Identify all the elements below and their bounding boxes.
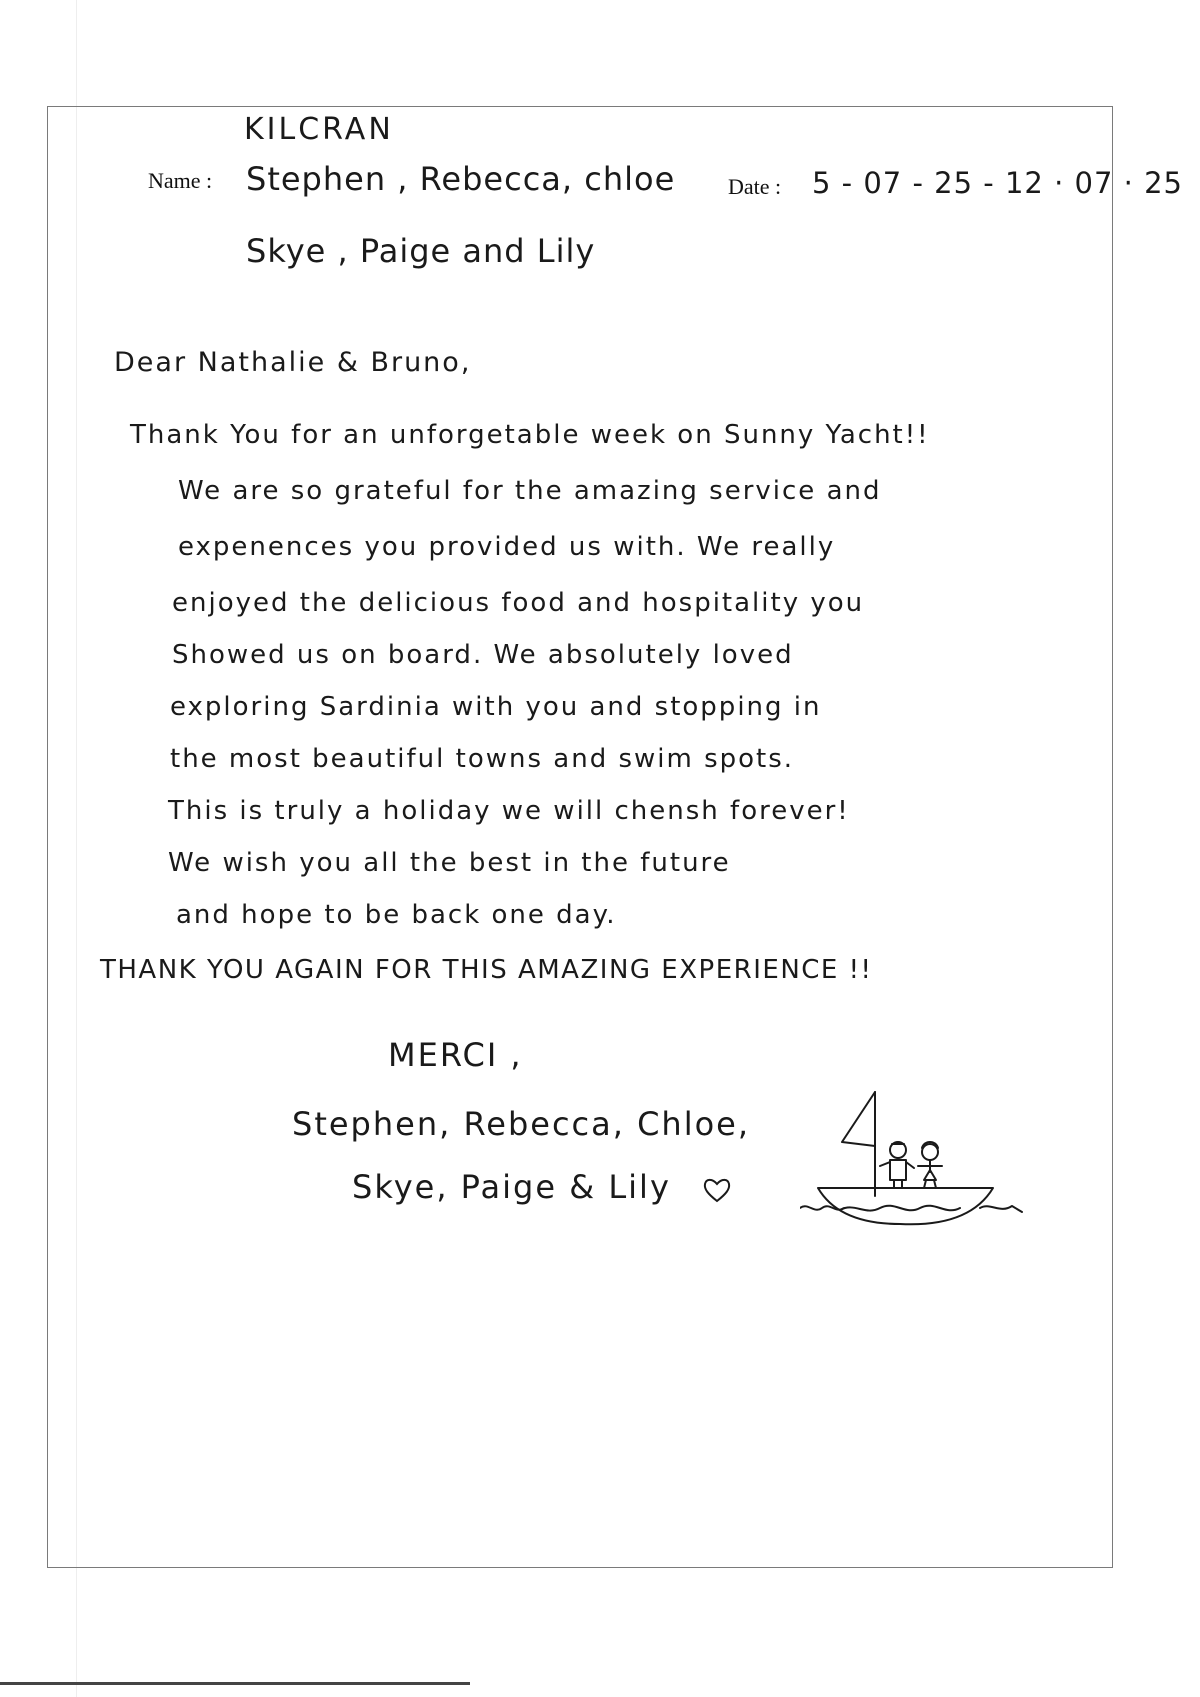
names-line-1: Stephen , Rebecca, chloe: [246, 160, 676, 198]
body-line: exploring Sardinia with you and stopping in: [170, 692, 822, 722]
form-border: [47, 106, 1113, 1568]
sailboat-drawing: [800, 1090, 1025, 1240]
date-value: 5 - 07 - 25 - 12 · 07 · 25: [812, 166, 1183, 200]
salutation: Dear Nathalie & Bruno,: [114, 347, 472, 378]
scan-edge-shadow: [0, 1682, 470, 1685]
body-line: We are so grateful for the amazing service and: [178, 476, 882, 506]
surname: KILCRAN: [244, 112, 394, 147]
body-line: This is truly a holiday we will chensh forever!: [168, 796, 850, 826]
signature-line-1: Stephen, Rebecca, Chloe,: [292, 1105, 751, 1143]
body-line: the most beautiful towns and swim spots.: [170, 744, 795, 774]
signature-line-2: Skye, Paige & Lily: [352, 1168, 671, 1206]
body-line: and hope to be back one day.: [176, 900, 617, 930]
heart-icon: [702, 1176, 732, 1204]
name-label: Name :: [148, 168, 213, 193]
merci: MERCI ,: [388, 1036, 523, 1074]
names-line-2: Skye , Paige and Lily: [246, 232, 596, 270]
body-line: enjoyed the delicious food and hospitality you: [172, 588, 865, 618]
closing-thanks: THANK YOU AGAIN FOR THIS AMAZING EXPERIENCE !!: [100, 955, 873, 985]
body-line: We wish you all the best in the future: [168, 848, 731, 878]
date-label: Date :: [728, 174, 782, 199]
body-line: Thank You for an unforgetable week on Sunny Yacht!!: [130, 420, 930, 450]
body-line: expenences you provided us with. We really: [178, 532, 836, 562]
body-line: Showed us on board. We absolutely loved: [172, 640, 794, 670]
